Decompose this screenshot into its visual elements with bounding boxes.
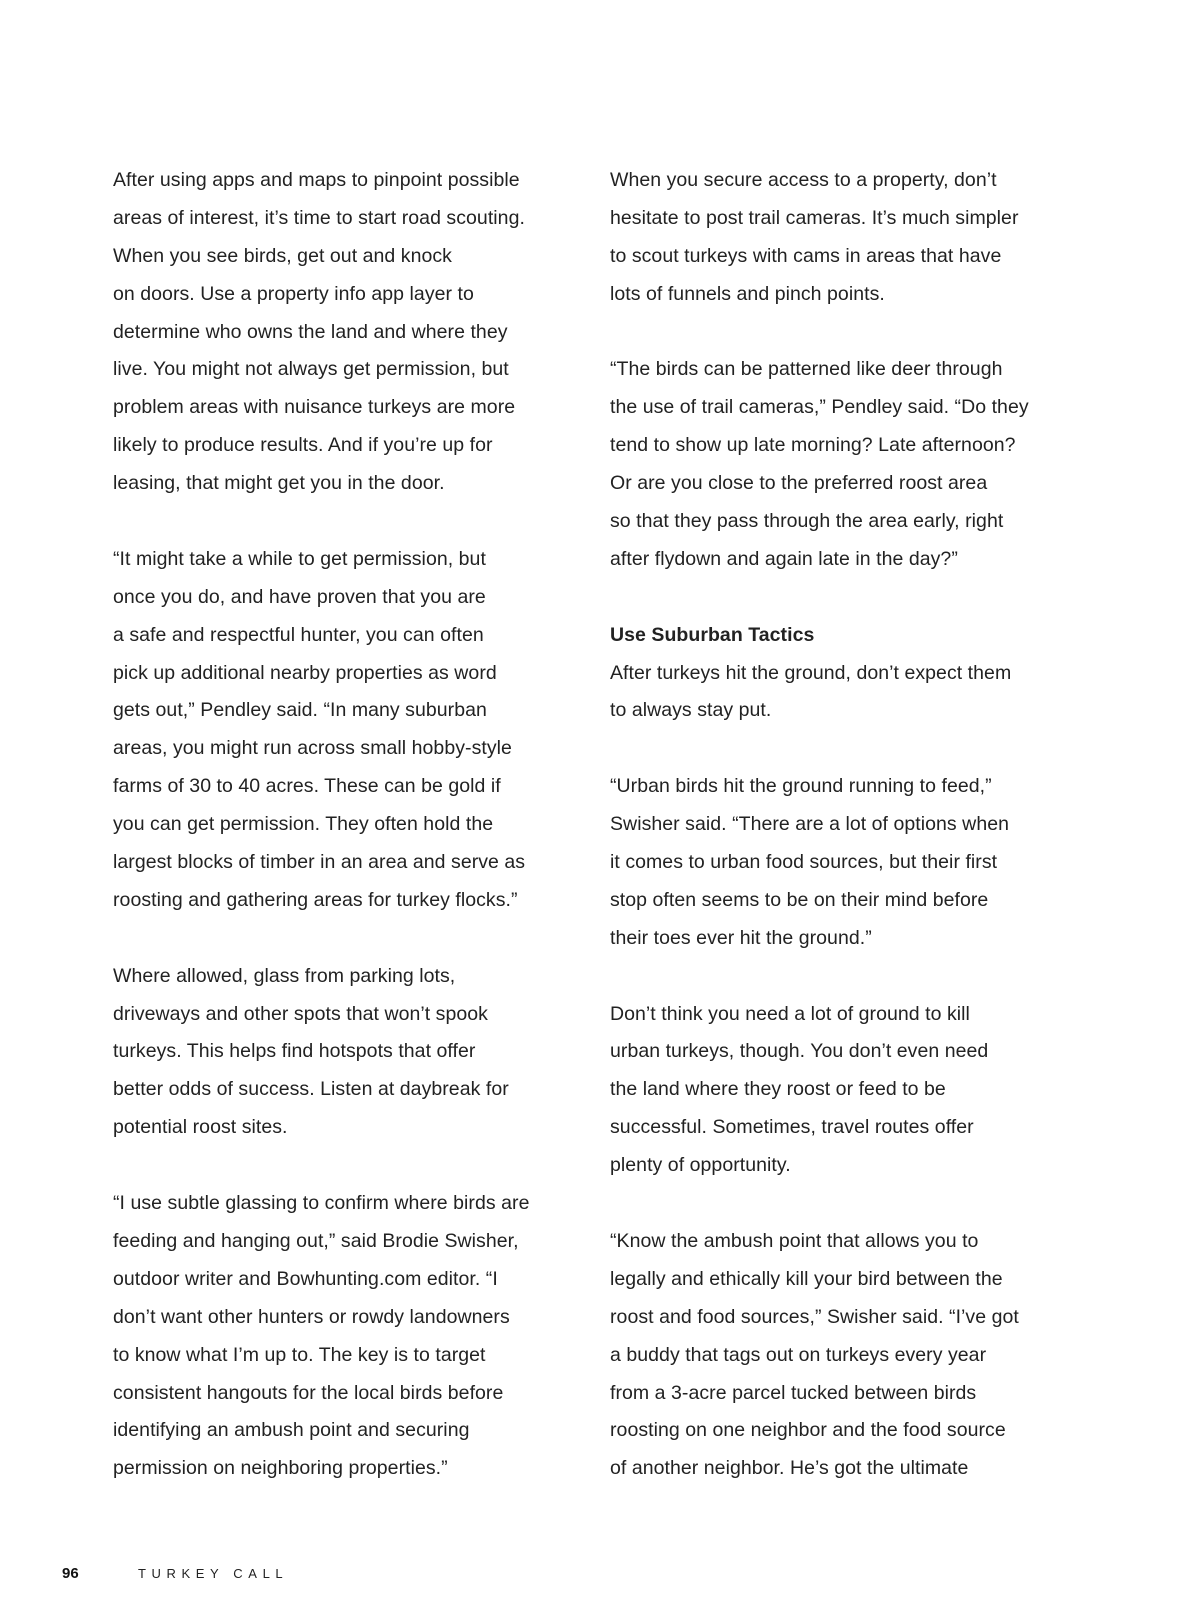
text-line: areas of interest, it’s time to start road scouting. bbox=[113, 206, 525, 229]
text-line: After using apps and maps to pinpoint possible bbox=[113, 169, 520, 191]
paragraph bbox=[113, 958, 583, 1147]
paragraph-gap bbox=[610, 958, 1080, 996]
paragraph bbox=[113, 541, 583, 920]
text-line: once you do, and have proven that you are bbox=[113, 585, 486, 608]
paragraph bbox=[113, 1185, 583, 1488]
text-line: “Know the ambush point that allows you to bbox=[610, 1229, 979, 1252]
text-line: it comes to urban food sources, but their first bbox=[610, 851, 998, 874]
paragraph-gap bbox=[113, 503, 583, 541]
text-line: problem areas with nuisance turkeys are more bbox=[113, 396, 516, 419]
text-line: likely to produce results. And if you’re up for bbox=[113, 434, 493, 457]
text-line: When you see birds, get out and knock bbox=[113, 244, 452, 267]
text-line: feeding and hanging out,” said Brodie Swisher, bbox=[113, 1229, 519, 1252]
text-line: from a 3-acre parcel tucked between birds bbox=[610, 1381, 977, 1404]
section-subheading: Use Suburban Tactics bbox=[610, 623, 815, 646]
text-line: roosting and gathering areas for turkey flocks.” bbox=[113, 888, 518, 911]
text-line: When you secure access to a property, don’t bbox=[610, 169, 997, 191]
text-line: roosting on one neighbor and the food source bbox=[610, 1419, 1006, 1442]
text-line: Where allowed, glass from parking lots, bbox=[113, 964, 456, 987]
text-line: plenty of opportunity. bbox=[610, 1154, 791, 1177]
text-line: driveways and other spots that won’t spook bbox=[113, 1002, 488, 1025]
text-line: to always stay put. bbox=[610, 699, 772, 722]
text-line: largest blocks of timber in an area and serve as bbox=[113, 851, 526, 874]
paragraph bbox=[113, 162, 583, 503]
text-line: after flydown and again late in the day?” bbox=[610, 547, 958, 570]
publication-name: TURKEY CALL bbox=[138, 1565, 289, 1581]
text-line: identifying an ambush point and securing bbox=[113, 1419, 470, 1442]
paragraph bbox=[610, 768, 1080, 957]
text-line: the use of trail cameras,” Pendley said. “Do they bbox=[610, 396, 1029, 419]
paragraph-gap bbox=[610, 579, 1080, 617]
text-line: of another neighbor. He’s got the ultimate bbox=[610, 1457, 969, 1480]
text-line: on doors. Use a property info app layer to bbox=[113, 282, 474, 305]
text-line: turkeys. This helps find hotspots that offer bbox=[113, 1040, 476, 1063]
paragraph bbox=[610, 655, 1080, 731]
text-line: “Urban birds hit the ground running to feed,” bbox=[610, 775, 992, 798]
text-line: farms of 30 to 40 acres. These can be gold if bbox=[113, 775, 501, 798]
text-line: a buddy that tags out on turkeys every year bbox=[610, 1343, 987, 1366]
text-line: After turkeys hit the ground, don’t expect them bbox=[610, 661, 1012, 684]
text-line: areas, you might run across small hobby-style bbox=[113, 737, 512, 760]
text-line: Swisher said. “There are a lot of options when bbox=[610, 813, 1010, 836]
text-line: the land where they roost or feed to be bbox=[610, 1078, 946, 1101]
text-line: hesitate to post trail cameras. It’s much simpler bbox=[610, 206, 1019, 229]
text-line: to know what I’m up to. The key is to target bbox=[113, 1343, 486, 1366]
paragraph bbox=[610, 351, 1080, 578]
text-line: leasing, that might get you in the door. bbox=[113, 472, 445, 495]
page-number: 96 bbox=[62, 1564, 79, 1582]
text-line: you can get permission. They often hold the bbox=[113, 813, 494, 836]
text-line: live. You might not always get permission, but bbox=[113, 358, 509, 381]
text-line: “I use subtle glassing to confirm where birds are bbox=[113, 1192, 530, 1215]
text-line: Or are you close to the preferred roost area bbox=[610, 472, 988, 495]
paragraph bbox=[610, 1223, 1080, 1488]
text-line: potential roost sites. bbox=[113, 1116, 288, 1139]
text-line: tend to show up late morning? Late afternoon? bbox=[610, 434, 1016, 457]
paragraph bbox=[610, 162, 1080, 314]
paragraph-gap bbox=[113, 920, 583, 958]
text-line: their toes ever hit the ground.” bbox=[610, 926, 872, 949]
text-line: consistent hangouts for the local birds before bbox=[113, 1381, 504, 1404]
text-line: “The birds can be patterned like deer through bbox=[610, 358, 1003, 381]
text-line: stop often seems to be on their mind before bbox=[610, 888, 989, 911]
text-line: better odds of success. Listen at daybreak for bbox=[113, 1078, 509, 1101]
text-line: gets out,” Pendley said. “In many suburban bbox=[113, 699, 487, 722]
text-line: a safe and respectful hunter, you can often bbox=[113, 623, 484, 646]
paragraph-gap bbox=[113, 1147, 583, 1185]
text-line: roost and food sources,” Swisher said. “I’ve got bbox=[610, 1305, 1019, 1328]
text-line: Don’t think you need a lot of ground to kill bbox=[610, 1002, 970, 1025]
text-line: successful. Sometimes, travel routes offer bbox=[610, 1116, 974, 1139]
text-line: “It might take a while to get permission, but bbox=[113, 547, 486, 570]
paragraph bbox=[610, 996, 1080, 1185]
paragraph-gap bbox=[610, 1185, 1080, 1223]
paragraph-gap bbox=[610, 314, 1080, 352]
text-line: determine who owns the land and where they bbox=[113, 320, 508, 343]
paragraph-gap bbox=[610, 730, 1080, 768]
text-line: legally and ethically kill your bird between the bbox=[610, 1267, 1003, 1290]
page-footer bbox=[62, 1563, 288, 1583]
text-line: so that they pass through the area early, right bbox=[610, 510, 1004, 533]
text-line: outdoor writer and Bowhunting.com editor. “I bbox=[113, 1267, 498, 1290]
text-line: urban turkeys, though. You don’t even need bbox=[610, 1040, 989, 1063]
text-line: lots of funnels and pinch points. bbox=[610, 282, 885, 305]
text-line: don’t want other hunters or rowdy landowners bbox=[113, 1305, 510, 1328]
text-line: pick up additional nearby properties as word bbox=[113, 661, 497, 684]
text-line: to scout turkeys with cams in areas that have bbox=[610, 244, 1002, 267]
left-column bbox=[113, 162, 583, 1488]
right-column bbox=[610, 162, 1080, 1488]
text-line: permission on neighboring properties.” bbox=[113, 1457, 448, 1480]
